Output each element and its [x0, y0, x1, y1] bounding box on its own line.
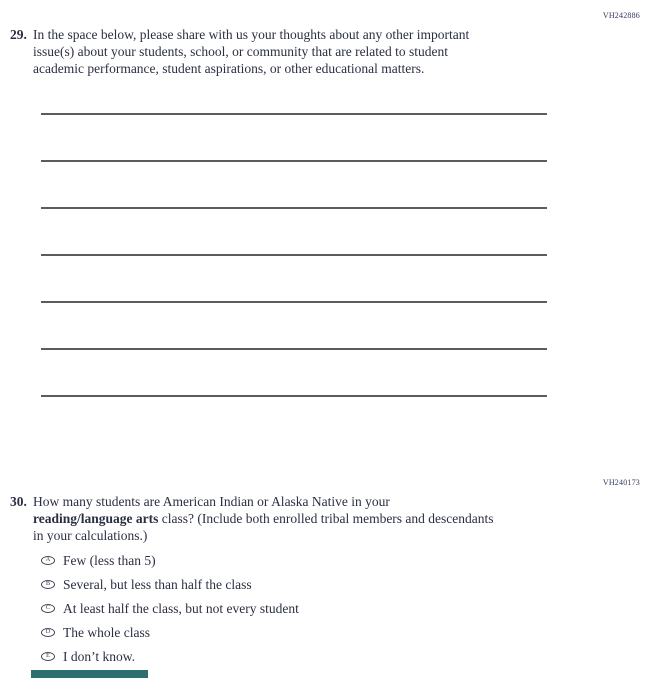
writing-line: [41, 301, 547, 303]
bubble-letter: E: [46, 652, 50, 660]
question-29-prompt: [33, 26, 469, 77]
answer-bubble-A-icon[interactable]: [41, 556, 55, 565]
question-30-number: 30.: [10, 494, 27, 509]
option-whole-class[interactable]: [41, 624, 299, 641]
answer-bubble-C-icon[interactable]: [41, 604, 55, 613]
bubble-letter: B: [45, 580, 51, 588]
question-29: [10, 26, 469, 77]
writing-line: [41, 254, 547, 256]
writing-line: [41, 348, 547, 350]
option-label: The whole class: [63, 624, 150, 640]
question-29-number: 29.: [10, 27, 27, 42]
answer-bubble-B-icon[interactable]: [41, 580, 55, 589]
answer-bubble-D-icon[interactable]: [41, 628, 55, 637]
option-several[interactable]: [41, 576, 299, 593]
footer-accent-bar: [31, 670, 148, 678]
answer-bubble-E-icon[interactable]: [41, 652, 55, 661]
option-label: Several, but less than half the class: [63, 576, 252, 592]
bubble-letter: A: [45, 556, 51, 564]
question-29-prompt-line1: In the space below, please share with us your thoughts about any other important: [33, 27, 470, 42]
question-30-options: [41, 552, 299, 672]
option-label: Few (less than 5): [63, 552, 156, 568]
option-label: I don’t know.: [63, 648, 135, 664]
question-30-prompt-bold: reading/language arts: [33, 511, 159, 526]
writing-line: [41, 207, 547, 209]
item-code-29: VH242886: [602, 11, 640, 20]
question-29-prompt-line3: academic performance, student aspirations, or other educational matters.: [33, 61, 425, 76]
option-dont-know[interactable]: [41, 648, 299, 665]
question-30-prompt-line2-rest: class? (Include both enrolled tribal members and descendants: [158, 511, 494, 526]
writing-line: [41, 113, 547, 115]
bubble-letter: D: [45, 628, 51, 636]
question-30-prompt: [33, 493, 494, 544]
question-30-prompt-line2: [33, 510, 494, 527]
writing-line: [41, 160, 547, 162]
question-29-writing-area[interactable]: [41, 113, 547, 442]
question-30-prompt-line1: How many students are American Indian or Alaska Native in your: [33, 494, 390, 509]
question-29-prompt-line2: issue(s) about your students, school, or community that are related to student: [33, 44, 449, 59]
option-few[interactable]: [41, 552, 299, 569]
question-30-prompt-line3: in your calculations.): [33, 528, 148, 543]
option-at-least-half[interactable]: [41, 600, 299, 617]
option-label: At least half the class, but not every student: [63, 600, 299, 616]
bubble-letter: C: [45, 604, 51, 612]
writing-line: [41, 395, 547, 397]
question-30: [10, 493, 494, 544]
item-code-30: VH240173: [602, 478, 640, 487]
